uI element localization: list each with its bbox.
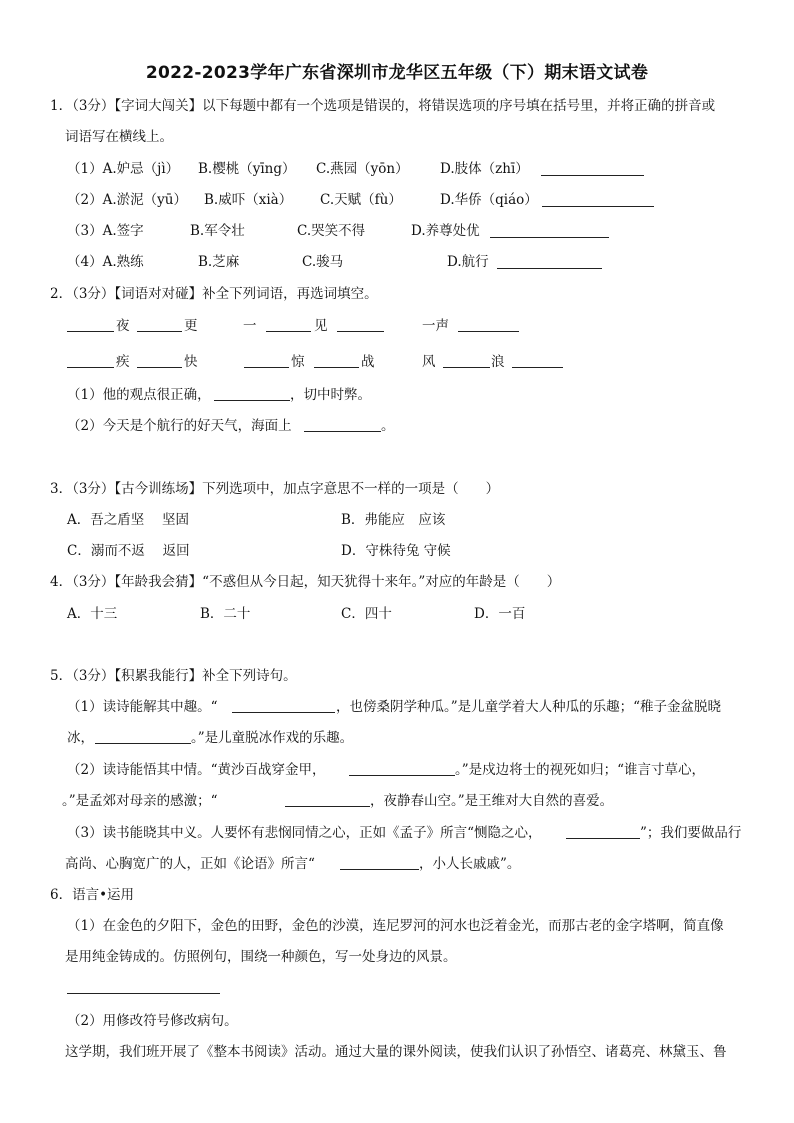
q6-stem: 6．语言•运用 xyxy=(50,887,135,903)
q6-paragraph-3: （2）用修改符号修改病句。 xyxy=(67,1013,238,1029)
q2-blank[interactable] xyxy=(244,367,289,368)
q2-sentence1-blank[interactable] xyxy=(214,400,290,401)
q2-r1-char3: 一 xyxy=(243,318,257,334)
q1-row3-a: （3）A.签字 xyxy=(67,223,144,239)
exam-title: 2022-2023学年广东省深圳市龙华区五年级（下）期末语文试卷 xyxy=(145,63,649,83)
q2-blank[interactable] xyxy=(67,367,114,368)
q4-option-c[interactable]: C．四十 xyxy=(341,606,392,622)
q6-paragraph-4: 这学期，我们班开展了《整本书阅读》活动。通过大量的课外阅读，使我们认识了孙悟空、诸葛亮、林黛玉、鲁 xyxy=(65,1044,727,1060)
q5-line5-a: （3）读书能晓其中义。人要怀有悲悯同情之心，正如《孟子》所言“恻隐之心， xyxy=(67,825,542,841)
q2-sentence1-a: （1）他的观点很正确， xyxy=(67,387,211,403)
q2-blank[interactable] xyxy=(337,331,384,332)
q3-option-b[interactable]: B．弗能应 应该 xyxy=(341,512,446,528)
q3-stem: 3．（3分）【古今训练场】下列选项中，加点字意思不一样的一项是（ ） xyxy=(50,481,500,497)
q3-option-a[interactable]: A．吾之盾坚 坚固 xyxy=(67,512,190,528)
q1-row2-answer-line[interactable] xyxy=(542,206,654,207)
q1-row4-b: B.芝麻 xyxy=(198,254,240,270)
q5-line4-b: ，夜静春山空。”是王维对大自然的喜爱。 xyxy=(370,793,614,809)
q2-blank[interactable] xyxy=(458,331,519,332)
q2-r1-char2: 更 xyxy=(184,318,198,334)
q1-row4-a: （4）A.熟练 xyxy=(67,254,144,270)
q2-r1-char4: 见 xyxy=(314,318,328,334)
q1-row2-c: C.天赋（fù） xyxy=(320,192,402,208)
q1-row2-d: D.华侨（qiáo） xyxy=(440,192,538,208)
q1-stem-line2: 词语写在横线上。 xyxy=(65,129,173,145)
q5-blank-5[interactable] xyxy=(566,838,640,839)
q6-paragraph-2: 是用纯金铸成的。仿照例句，围绕一种颜色，写一处身边的风景。 xyxy=(65,949,457,965)
q1-row4-d: D.航行 xyxy=(447,254,489,270)
q1-row1-a: （1）A.妒忌（jì） xyxy=(67,161,180,177)
q2-r2-char5: 风 xyxy=(422,354,436,370)
q1-row4-c: C.骏马 xyxy=(302,254,344,270)
q5-blank-2[interactable] xyxy=(95,743,191,744)
q5-blank-3[interactable] xyxy=(349,775,455,776)
q1-row4-answer-line[interactable] xyxy=(497,268,602,269)
q4-option-b[interactable]: B．二十 xyxy=(200,606,251,622)
q4-stem: 4．（3分）【年龄我会猜】“不惑但从今日起，知天犹得十来年。”对应的年龄是（ ） xyxy=(50,574,561,590)
q2-blank[interactable] xyxy=(314,367,359,368)
q2-blank[interactable] xyxy=(137,367,182,368)
q1-row1-d: D.肢体（zhī） xyxy=(440,161,529,177)
q1-stem-line1: 1．（3分）【字词大闯关】以下每题中都有一个选项是错误的，将错误选项的序号填在括号里，并将正确的拼音或 xyxy=(50,98,716,114)
q2-blank[interactable] xyxy=(137,331,182,332)
q5-line6-a: 高尚、心胸宽广的人，正如《论语》所言“ xyxy=(65,856,315,872)
q2-blank[interactable] xyxy=(67,331,114,332)
q5-line5-b: ”；我们要做品行 xyxy=(640,825,742,841)
q4-option-a[interactable]: A．十三 xyxy=(67,606,118,622)
q1-row1-answer-line[interactable] xyxy=(541,175,644,176)
q1-row3-c: C.哭笑不得 xyxy=(297,223,366,239)
q2-sentence2-blank[interactable] xyxy=(304,431,381,432)
q2-r2-char1: 疾 xyxy=(116,354,130,370)
q2-r1-char5: 一声 xyxy=(422,318,449,334)
q4-option-d[interactable]: D．一百 xyxy=(474,606,526,622)
q1-row2-b: B.威吓（xià） xyxy=(204,192,293,208)
q2-sentence2-a: （2）今天是个航行的好天气，海面上 xyxy=(67,418,292,434)
q5-blank-4[interactable] xyxy=(285,806,370,807)
q2-sentence1-b: ，切中时弊。 xyxy=(290,387,371,403)
q2-r2-char4: 战 xyxy=(361,354,375,370)
q1-row2-a: （2）A.淤泥（yū） xyxy=(67,192,187,208)
q5-stem: 5．（3分）【积累我能行】补全下列诗句。 xyxy=(50,668,297,684)
q1-row3-b: B.军令壮 xyxy=(190,223,245,239)
q5-line2-b: 。”是儿童脱冰作戏的乐趣。 xyxy=(191,730,354,746)
q2-blank[interactable] xyxy=(266,331,311,332)
q2-sentence2-b: 。 xyxy=(381,418,395,434)
q6-paragraph-1: （1）在金色的夕阳下，金色的田野，金色的沙漠，连尼罗河的河水也泛着金光，而那古老的金字塔啊，简直像 xyxy=(67,918,724,934)
q2-stem: 2．（3分）【词语对对碰】补全下列词语，再选词填空。 xyxy=(50,286,378,302)
q2-r1-char1: 夜 xyxy=(116,318,130,334)
q2-blank[interactable] xyxy=(512,367,563,368)
q2-r2-char6: 浪 xyxy=(491,354,505,370)
q2-blank[interactable] xyxy=(443,367,490,368)
q5-line6-b: ，小人长戚戚”。 xyxy=(419,856,521,872)
q5-blank-1[interactable] xyxy=(232,712,335,713)
q3-option-d[interactable]: D．守株待兔 守候 xyxy=(341,543,451,559)
q1-row3-answer-line[interactable] xyxy=(490,237,609,238)
q3-option-c[interactable]: C．溺而不返 返回 xyxy=(67,543,190,559)
q5-line1-b: ，也傍桑阴学种瓜。”是儿童学着大人种瓜的乐趣；“稚子金盆脱晓 xyxy=(336,699,722,715)
q5-line1-a: （1）读诗能解其中趣。“ xyxy=(67,699,218,715)
q1-row3-d: D.养尊处优 xyxy=(411,223,480,239)
q1-row1-b: B.樱桃（yīng） xyxy=(198,161,296,177)
q5-line2-a: 冰， xyxy=(67,730,94,746)
q5-line3-a: （2）读诗能悟其中情。“黄沙百战穿金甲， xyxy=(67,762,326,778)
q2-r2-char3: 惊 xyxy=(291,354,305,370)
q1-row1-c: C.燕园（yōn） xyxy=(316,161,409,177)
q5-line3-b: 。”是戍边将士的视死如归；“谁言寸草心， xyxy=(455,762,706,778)
q5-blank-6[interactable] xyxy=(340,869,419,870)
q5-line4-a: 。”是孟郊对母亲的感激；“ xyxy=(62,793,218,809)
q6-answer-line[interactable] xyxy=(67,993,220,994)
q2-r2-char2: 快 xyxy=(184,354,198,370)
